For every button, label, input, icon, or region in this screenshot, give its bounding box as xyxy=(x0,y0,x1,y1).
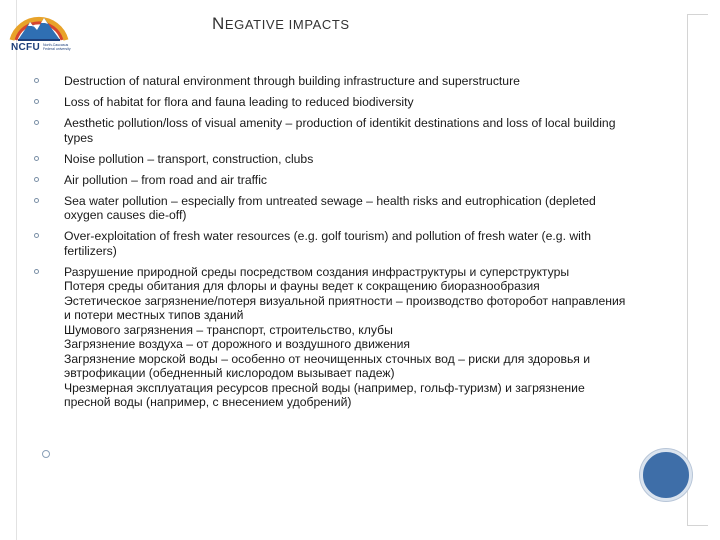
list-item xyxy=(34,152,634,167)
list-item xyxy=(34,74,634,89)
bullet-icon xyxy=(34,99,39,104)
bullet-list xyxy=(34,74,634,416)
russian-line: Загрязнение воздуха – от дорожного и воздушного движения xyxy=(64,337,410,351)
list-item-text: Sea water pollution – especially from untreated sewage – health risks and eutrophication (depleted oxygen causes die-off) xyxy=(64,193,596,222)
bullet-icon xyxy=(34,269,39,274)
decorative-circle xyxy=(640,449,692,501)
list-item xyxy=(34,116,634,145)
bullet-icon xyxy=(34,177,39,182)
russian-line: Загрязнение морской воды – особенно от неочищенных сточных вод – риски для здоровья и эвтрофикации (обедненный кислородом вызывает падеж) xyxy=(64,351,591,380)
russian-line: Чрезмерная эксплуатация ресурсов пресной воды (например, гольф-туризм) и загрязнение пресной воды (например, с внесением удобрений) xyxy=(64,380,585,409)
frame-left-line xyxy=(16,0,17,540)
list-item-text: Noise pollution – transport, construction, clubs xyxy=(64,151,314,166)
title-rest: EGATIVE IMPACTS xyxy=(224,17,350,32)
list-item-text: Over-exploitation of fresh water resources (e.g. golf tourism) and pollution of fresh water (e.g. with fertilizers) xyxy=(64,229,592,258)
frame-right-bracket xyxy=(687,14,708,526)
list-item xyxy=(34,229,634,258)
russian-line: Шумового загрязнения – транспорт, строительство, клубы xyxy=(64,322,393,337)
logo-subtitle: North-Caucasus Federal university xyxy=(43,43,71,51)
russian-line: Потеря среды обитания для флоры и фауны ведет к сокращению биоразнообразия xyxy=(64,279,540,293)
list-item-text: Loss of habitat for flora and fauna leading to reduced biodiversity xyxy=(64,95,414,109)
bullet-icon xyxy=(34,120,39,125)
list-item-text: Destruction of natural environment through building infrastructure and superstructure xyxy=(64,74,520,88)
russian-line: Разрушение природной среды посредством создания инфраструктуры и суперструктуры xyxy=(64,264,570,279)
russian-list-item xyxy=(34,265,634,410)
list-item-text: Aesthetic pollution/loss of visual amenity – production of identikit destinations and loss of local building types xyxy=(64,116,616,145)
empty-bullet-icon xyxy=(42,450,50,458)
logo-emblem-icon xyxy=(4,2,74,44)
bullet-icon xyxy=(34,198,39,203)
bullet-icon xyxy=(34,233,39,238)
bullet-icon xyxy=(34,78,39,83)
university-logo xyxy=(4,2,74,58)
title-initial: N xyxy=(212,14,225,33)
page-title xyxy=(212,14,350,34)
list-item-text: Air pollution – from road and air traffic xyxy=(64,172,267,187)
list-item xyxy=(34,194,634,223)
russian-line: Эстетическое загрязнение/потеря визуальной приятности – производство фоторобот направления и потери местных типов зданий xyxy=(64,293,626,322)
bullet-icon xyxy=(34,156,39,161)
list-item xyxy=(34,173,634,188)
logo-name: NCFU xyxy=(11,42,40,53)
list-item xyxy=(34,95,634,110)
